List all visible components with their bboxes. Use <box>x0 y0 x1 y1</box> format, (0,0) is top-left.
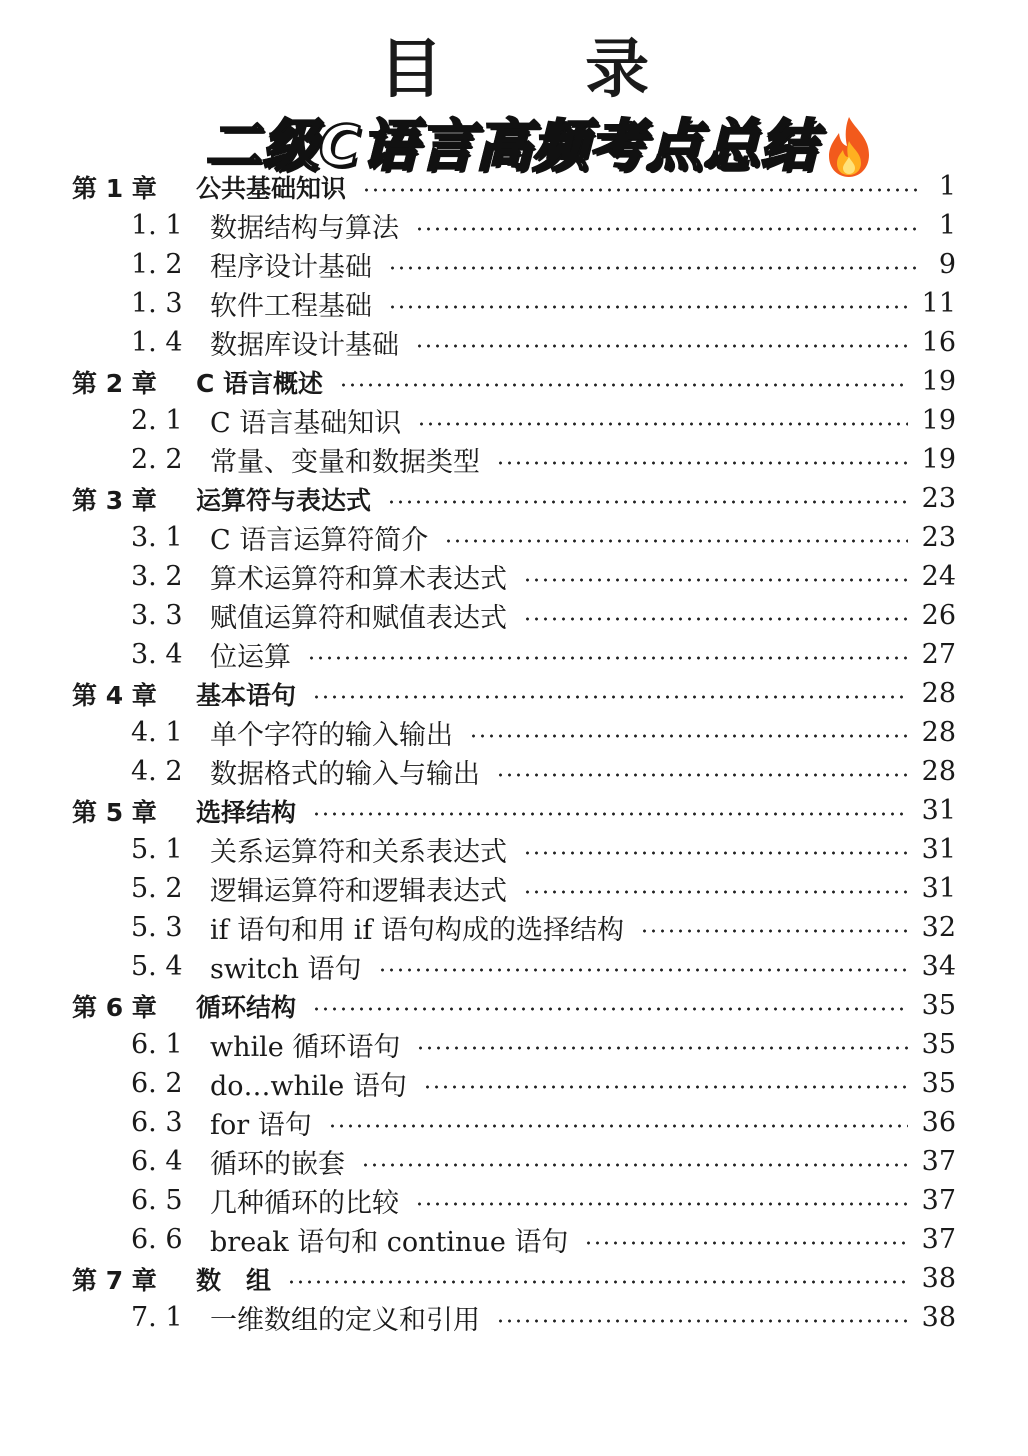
dot-leader <box>307 656 908 660</box>
dot-leader <box>328 1124 908 1128</box>
toc-entry-title: C 语言基础知识 <box>210 408 402 439</box>
dot-leader <box>339 383 908 387</box>
toc-chapter-row <box>0 167 1028 206</box>
toc-entry-number: 第 2 章 <box>72 368 157 398</box>
toc-page-number: 26 <box>921 600 956 631</box>
dot-leader <box>312 695 908 699</box>
toc-page-number: 1 <box>938 171 956 202</box>
toc-entry-number: 6. 1 <box>131 1029 183 1060</box>
toc-entry-title: 几种循环的比较 <box>210 1188 399 1219</box>
dot-leader <box>523 578 908 582</box>
toc-entry-number: 5. 2 <box>131 873 183 904</box>
toc-entry-title: 数据结构与算法 <box>210 213 399 244</box>
toc-entry-title: 赋值运算符和赋值表达式 <box>210 603 507 634</box>
dot-leader <box>444 539 907 543</box>
toc-entry-number: 第 4 章 <box>72 680 157 710</box>
toc-entry-number: 1. 4 <box>131 327 183 358</box>
toc-entry-title: 常量、变量和数据类型 <box>210 447 480 478</box>
toc-entry-number: 5. 1 <box>131 834 183 865</box>
toc-section-row <box>0 245 1028 284</box>
toc-page-number: 32 <box>921 912 956 943</box>
toc-entry-number: 6. 3 <box>131 1107 183 1138</box>
toc-chapter-row <box>0 674 1028 713</box>
toc-section-row <box>0 440 1028 479</box>
toc-page-number: 38 <box>921 1263 956 1294</box>
toc-entry-number: 1. 3 <box>131 288 183 319</box>
dot-leader <box>640 929 908 933</box>
toc-entry-title: 位运算 <box>210 642 291 673</box>
dot-leader <box>378 968 908 972</box>
toc-page-number: 36 <box>921 1107 956 1138</box>
toc-entry-title: 选择结构 <box>196 797 297 827</box>
toc-entry-title: 运算符与表达式 <box>196 485 372 515</box>
toc-section-row <box>0 713 1028 752</box>
toc-section-row <box>0 284 1028 323</box>
toc-page-number: 37 <box>921 1185 956 1216</box>
toc-page-number: 34 <box>921 951 956 982</box>
toc-section-row <box>0 830 1028 869</box>
dot-leader <box>469 734 908 738</box>
toc-entry-title: while 循环语句 <box>210 1032 401 1063</box>
dot-leader <box>523 617 908 621</box>
toc-entry-number: 6. 4 <box>131 1146 183 1177</box>
toc-section-row <box>0 1142 1028 1181</box>
toc-section-row <box>0 518 1028 557</box>
dot-leader <box>361 1163 908 1167</box>
toc-page-number: 31 <box>921 873 956 904</box>
toc-entry-number: 第 3 章 <box>72 485 157 515</box>
toc-section-row <box>0 1025 1028 1064</box>
toc-entry-title: switch 语句 <box>210 954 362 985</box>
toc-entry-title: for 语句 <box>210 1110 312 1141</box>
toc-entry-number: 3. 2 <box>131 561 183 592</box>
dot-leader <box>415 1202 908 1206</box>
toc-entry-number: 第 1 章 <box>72 173 157 203</box>
toc-entry-title: do…while 语句 <box>210 1071 407 1102</box>
toc-section-row <box>0 1220 1028 1259</box>
toc-entry-number: 2. 1 <box>131 405 183 436</box>
toc-page-number: 31 <box>921 795 956 826</box>
toc-entry-title: if 语句和用 if 语句构成的选择结构 <box>210 915 625 946</box>
toc-page-number: 9 <box>938 249 956 280</box>
toc-page-number: 35 <box>921 990 956 1021</box>
toc-entry-number: 3. 1 <box>131 522 183 553</box>
toc-entry-title: 数据格式的输入与输出 <box>210 759 480 790</box>
toc-entry-title: 循环结构 <box>196 992 297 1022</box>
dot-leader <box>523 890 908 894</box>
toc-entry-number: 6. 6 <box>131 1224 183 1255</box>
toc-entry-title: 逻辑运算符和逻辑表达式 <box>210 876 507 907</box>
dot-leader <box>312 1007 908 1011</box>
dot-leader <box>388 305 908 309</box>
toc-entry-title: 单个字符的输入输出 <box>210 720 453 751</box>
table-of-contents <box>0 167 1028 1337</box>
toc-entry-number: 6. 5 <box>131 1185 183 1216</box>
toc-page-number: 23 <box>921 522 956 553</box>
toc-page-number: 27 <box>921 639 956 670</box>
toc-page-number: 28 <box>921 678 956 709</box>
dot-leader <box>415 227 918 231</box>
toc-entry-title: 软件工程基础 <box>210 291 372 322</box>
toc-section-row <box>0 869 1028 908</box>
toc-section-row <box>0 206 1028 245</box>
toc-page-number: 38 <box>921 1302 956 1333</box>
toc-chapter-row <box>0 986 1028 1025</box>
toc-entry-number: 3. 4 <box>131 639 183 670</box>
toc-page-number: 11 <box>921 288 956 319</box>
toc-entry-title: 算术运算符和算术表达式 <box>210 564 507 595</box>
toc-section-row <box>0 1181 1028 1220</box>
toc-entry-title: break 语句和 continue 语句 <box>210 1227 569 1258</box>
page-title: 目 录 <box>378 32 710 107</box>
dot-leader <box>496 1319 908 1323</box>
toc-section-row <box>0 1103 1028 1142</box>
toc-chapter-row <box>0 362 1028 401</box>
dot-leader <box>387 500 908 504</box>
dot-leader <box>523 851 908 855</box>
toc-entry-number: 4. 1 <box>131 717 183 748</box>
dot-leader <box>287 1280 908 1284</box>
toc-entry-number: 第 6 章 <box>72 992 157 1022</box>
dot-leader <box>362 188 918 192</box>
toc-page-number: 35 <box>921 1029 956 1060</box>
toc-entry-title: 数据库设计基础 <box>210 330 399 361</box>
dot-leader <box>496 461 908 465</box>
toc-page-number: 19 <box>921 405 956 436</box>
toc-section-row <box>0 908 1028 947</box>
toc-chapter-row <box>0 1259 1028 1298</box>
toc-chapter-row <box>0 479 1028 518</box>
dot-leader <box>417 422 907 426</box>
toc-section-row <box>0 947 1028 986</box>
dot-leader <box>416 1046 907 1050</box>
overlay-caption-text: 二级C语言高频考点总结 <box>205 114 818 179</box>
toc-page-number: 19 <box>921 366 956 397</box>
toc-section-row <box>0 1298 1028 1337</box>
toc-page-number: 1 <box>938 210 956 241</box>
dot-leader <box>584 1241 907 1245</box>
toc-entry-number: 1. 2 <box>131 249 183 280</box>
toc-entry-title: C 语言运算符简介 <box>210 525 429 556</box>
toc-chapter-row <box>0 791 1028 830</box>
toc-entry-number: 6. 2 <box>131 1068 183 1099</box>
toc-page-number: 37 <box>921 1224 956 1255</box>
toc-entry-number: 2. 2 <box>131 444 183 475</box>
toc-entry-title: 公共基础知识 <box>196 173 347 203</box>
toc-entry-number: 第 5 章 <box>72 797 157 827</box>
toc-entry-number: 3. 3 <box>131 600 183 631</box>
dot-leader <box>423 1085 908 1089</box>
toc-entry-number: 第 7 章 <box>72 1265 157 1295</box>
toc-section-row <box>0 1064 1028 1103</box>
toc-page-number: 37 <box>921 1146 956 1177</box>
toc-entry-number: 5. 4 <box>131 951 183 982</box>
toc-entry-number: 4. 2 <box>131 756 183 787</box>
dot-leader <box>312 812 908 816</box>
toc-page-number: 24 <box>921 561 956 592</box>
dot-leader <box>415 344 908 348</box>
toc-section-row <box>0 323 1028 362</box>
toc-entry-number: 7. 1 <box>131 1302 183 1333</box>
toc-page-number: 19 <box>921 444 956 475</box>
toc-page-number: 28 <box>921 756 956 787</box>
toc-page-number: 35 <box>921 1068 956 1099</box>
toc-page-number: 23 <box>921 483 956 514</box>
dot-leader <box>388 266 918 270</box>
toc-section-row <box>0 752 1028 791</box>
toc-entry-title: 基本语句 <box>196 680 297 710</box>
dot-leader <box>496 773 908 777</box>
toc-entry-title: 程序设计基础 <box>210 252 372 283</box>
toc-section-row <box>0 557 1028 596</box>
toc-section-row <box>0 401 1028 440</box>
toc-entry-title: 关系运算符和关系表达式 <box>210 837 507 868</box>
toc-section-row <box>0 635 1028 674</box>
toc-entry-title: 循环的嵌套 <box>210 1149 345 1180</box>
toc-page-number: 16 <box>921 327 956 358</box>
toc-entry-number: 1. 1 <box>131 210 183 241</box>
toc-entry-title: 数 组 <box>196 1265 272 1295</box>
toc-section-row <box>0 596 1028 635</box>
toc-page-number: 31 <box>921 834 956 865</box>
toc-page-number: 28 <box>921 717 956 748</box>
toc-entry-number: 5. 3 <box>131 912 183 943</box>
toc-entry-title: C 语言概述 <box>196 368 324 398</box>
toc-entry-title: 一维数组的定义和引用 <box>210 1305 480 1336</box>
